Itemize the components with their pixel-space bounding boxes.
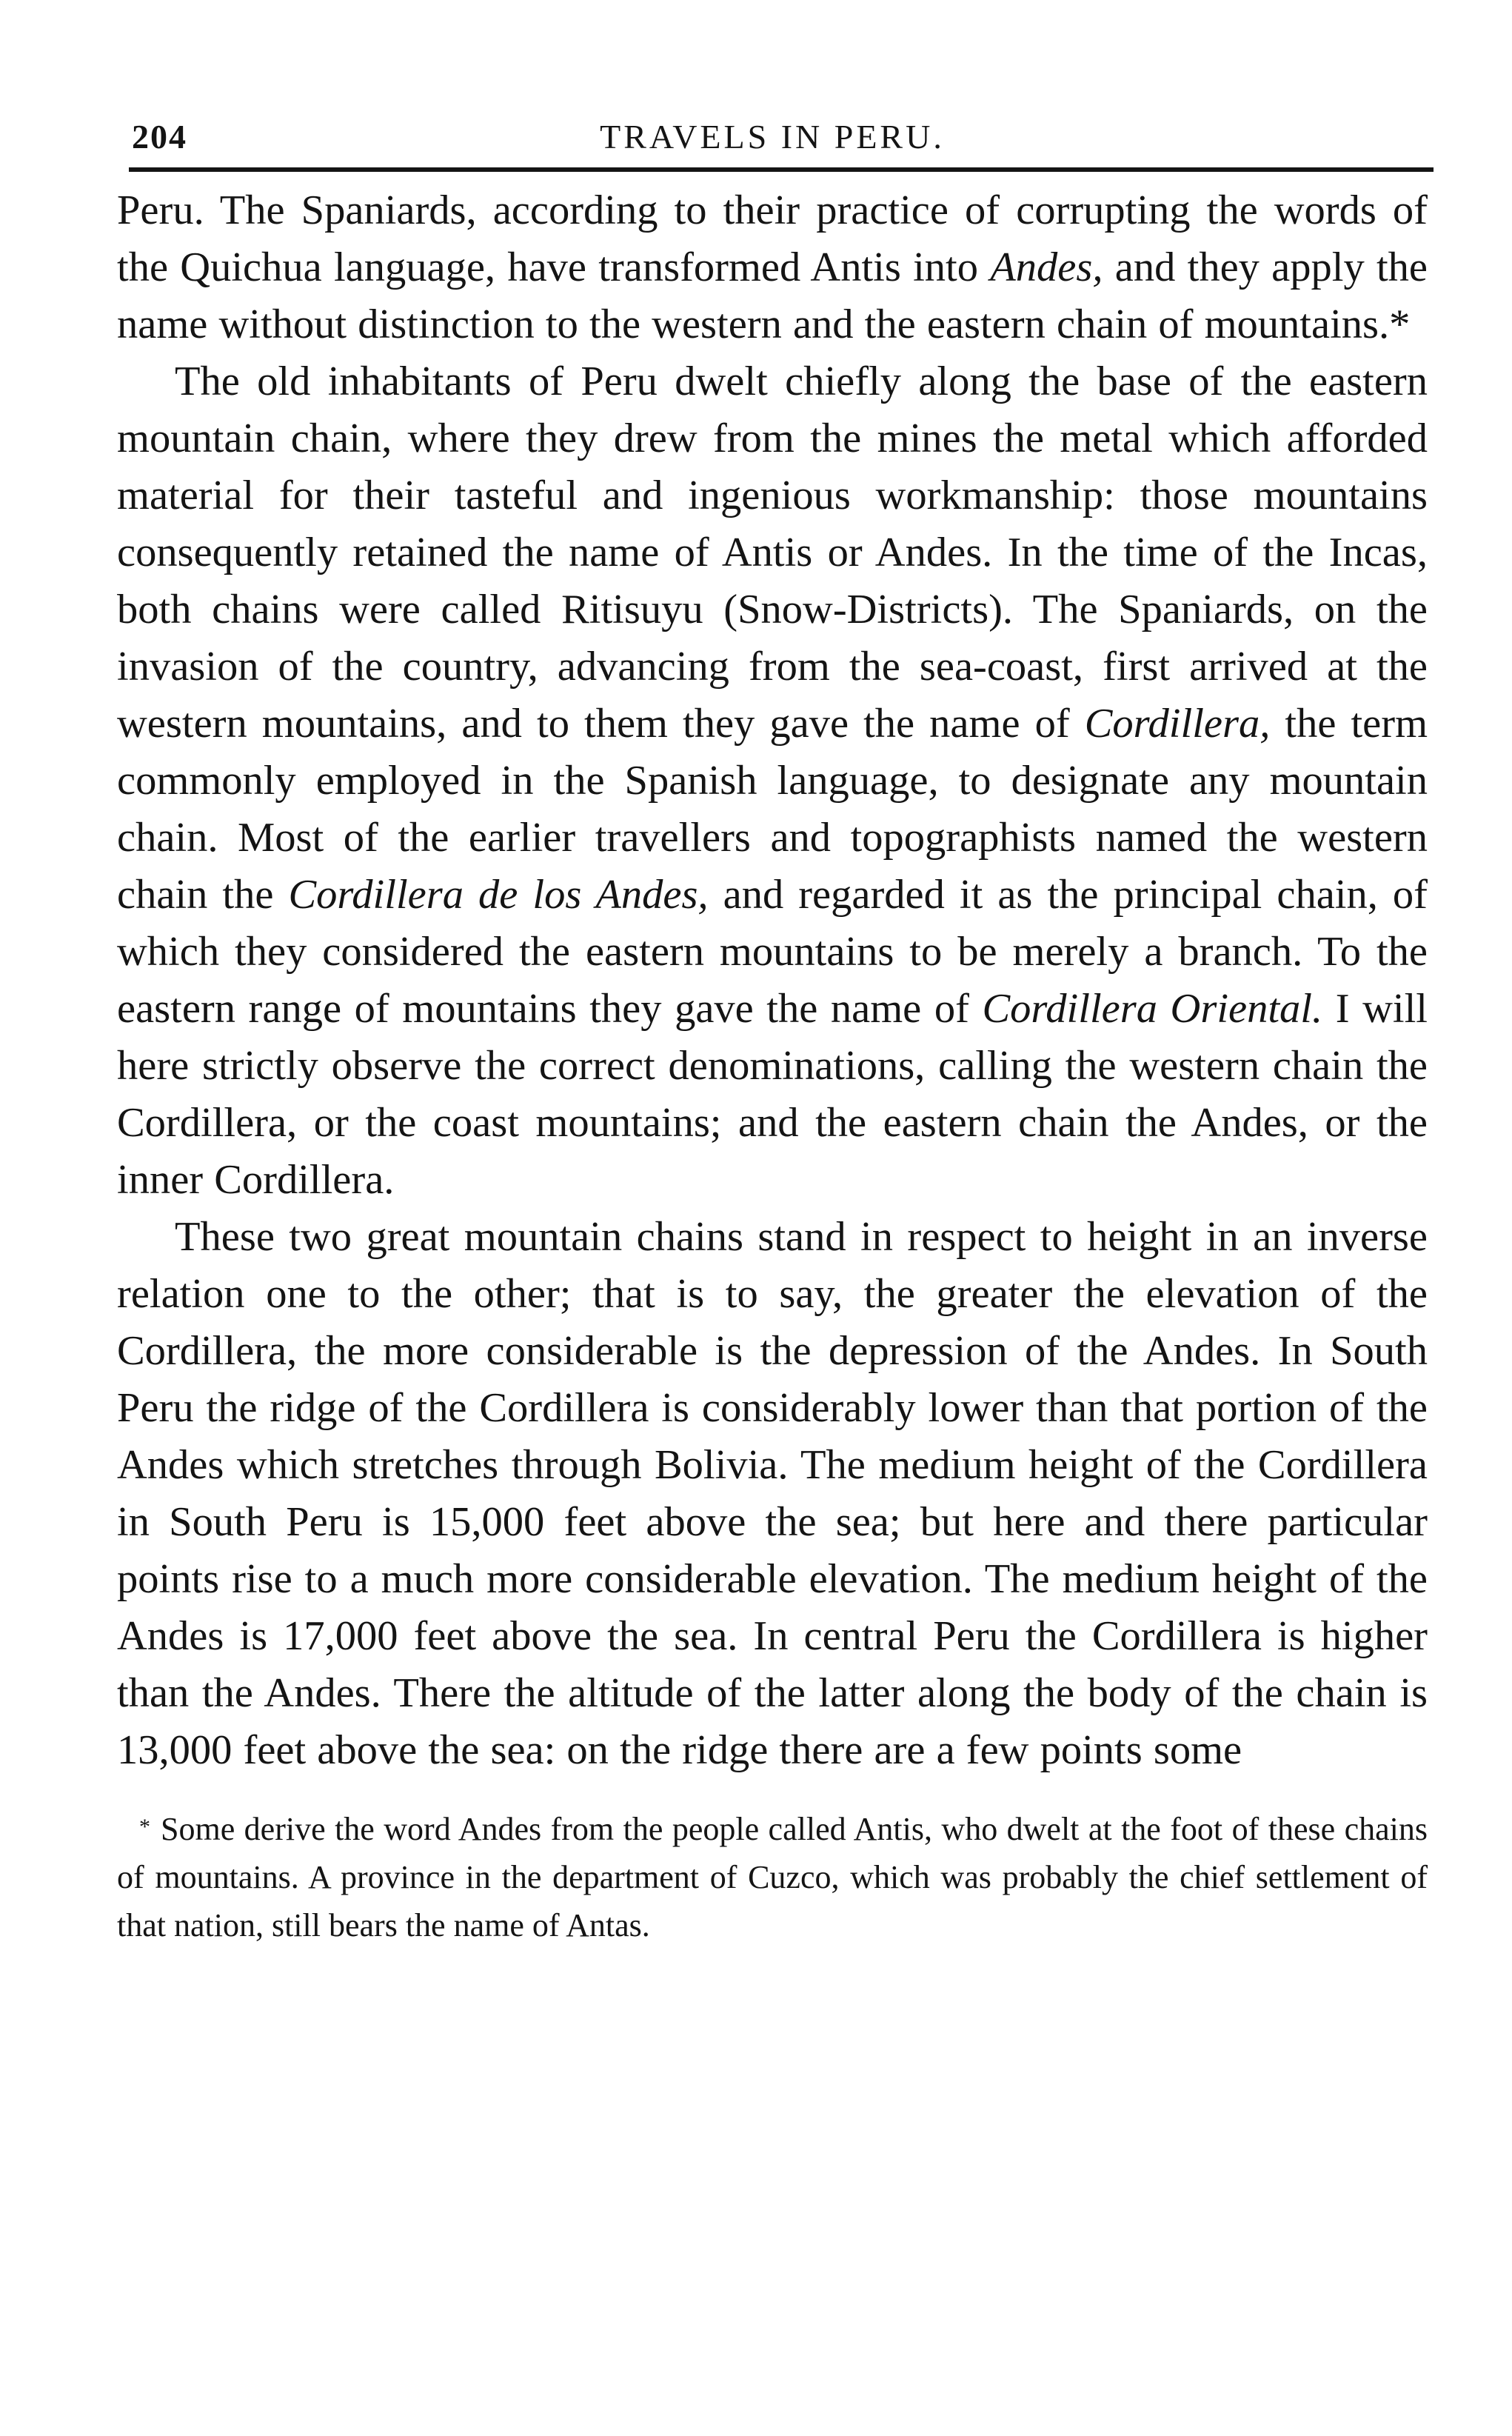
paragraph-2-text-a: The old inhabitants of Peru dwelt chiefly along the base of the eastern mountain chain, where they drew from the mines the metal which afforded material for their tasteful and ingenious workmanship: those mountains consequently retained the name of Antis or Andes. In the time of the Incas, both chains were called Ritisuyu (Snow-Districts). The Spaniards, on the invasion of the country, advancing from the sea-coast, first arrived at the western mountains, and to them they gave the name of <box>117 358 1428 747</box>
header-rule <box>129 167 1434 172</box>
paragraph-1-text-a: Peru. The Spaniards, according to their practice of corrupting the words of the Quichua language, have transformed Antis into <box>117 187 1428 290</box>
paragraph-1-text-b: and they apply the name without distinction to the western and the eastern chain of mountains.* <box>117 244 1428 347</box>
italic-cordillera-oriental: Cordillera Oriental. <box>982 986 1323 1032</box>
italic-cordillera: Cordillera, <box>1084 701 1271 747</box>
body-text <box>117 182 1428 1779</box>
paragraph-2-text-c: and regarded it as the principal chain, of which they considered the eastern mountains to be merely a branch. To the eastern range of mountains they gave the name of <box>117 872 1428 1032</box>
footnote-marker: * <box>139 1815 150 1839</box>
running-title: TRAVELS IN PERU. <box>600 118 945 156</box>
paragraph-2 <box>117 353 1428 1209</box>
paragraph-2-text-d: I will here strictly observe the correct denominations, calling the western chain the Cordillera, or the coast mountains; and the eastern chain the Andes, or the inner Cordillera. <box>117 986 1428 1203</box>
italic-andes: Andes, <box>990 244 1103 290</box>
italic-cordillera-de-los-andes: Cordillera de los Andes, <box>288 872 709 918</box>
running-head <box>117 104 1428 163</box>
paragraph-3 <box>117 1209 1428 1779</box>
paragraph-2-text-b: the term commonly employed in the Spanish language, to designate any mountain chain. Most of the earlier travellers and topographists named the western chain the <box>117 701 1428 918</box>
paragraph-3-text: These two great mountain chains stand in respect to height in an inverse relation one to the other; that is to say, the greater the elevation of the Cordillera, the more considerable is the depression of the Andes. In South Peru the ridge of the Cordillera is considerably lower than that portion of the Andes which stretches through Bolivia. The medium height of the Cordillera in South Peru is 15,000 feet above the sea; but here and there particular points rise to a much more considerable elevation. The medium height of the Andes is 17,000 feet above the sea. In central Peru the Cordillera is higher than the Andes. There the altitude of the latter along the body of the chain is 13,000 feet above the sea: on the ridge there are a few points some <box>117 1214 1428 1773</box>
footnote-text: Some derive the word Andes from the people called Antis, who dwelt at the foot of these chains of mountains. A province in the department of Cuzco, which was probably the chief settlement of that nation, still bears the name of Antas. <box>117 1811 1428 1943</box>
footnote <box>117 1803 1428 1949</box>
footnote-paragraph <box>117 1803 1428 1949</box>
page-number: 204 <box>132 118 187 156</box>
paragraph-1 <box>117 182 1428 353</box>
book-page <box>117 104 1428 1949</box>
